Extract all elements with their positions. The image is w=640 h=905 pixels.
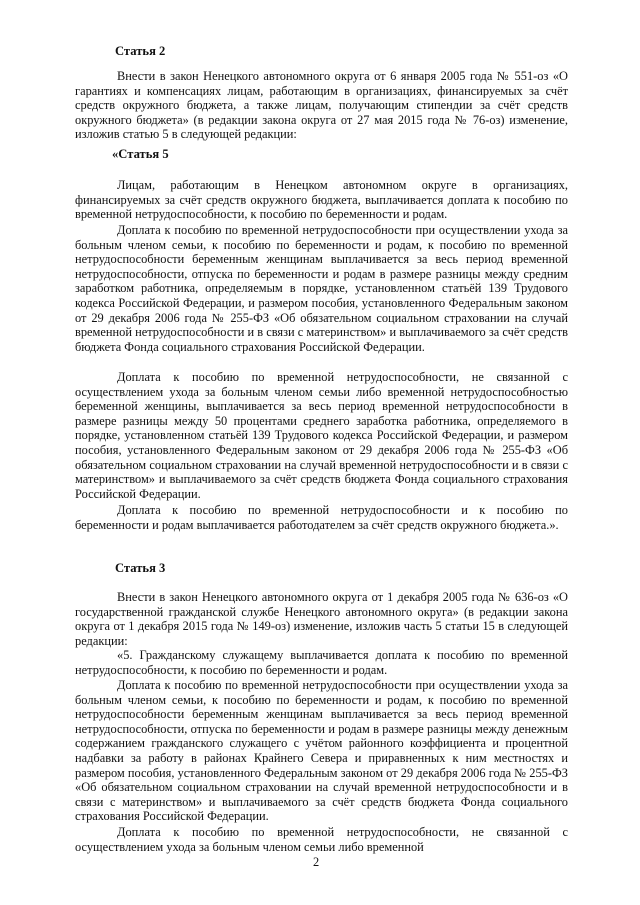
- article-3-paragraph-1: «5. Гражданскому служащему выплачивается доплата к пособию по временной нетрудоспособности, к пособию по беременности и родам.: [75, 648, 568, 677]
- article-3-paragraph-3: Доплата к пособию по временной нетрудоспособности, не связанной с осуществлением ухода за больным членом семьи либо временной: [75, 825, 568, 854]
- article-2-paragraph-4: Доплата к пособию по временной нетрудоспособности и к пособию по беременности и родам выплачивается работодателем за счёт средств окружного бюджета.».: [75, 503, 568, 532]
- article-3-intro: Внести в закон Ненецкого автономного округа от 1 декабря 2005 года № 636-оз «О государственной гражданской службе Ненецкого автономного округа» (в редакции закона округа от 1 декабря 2015 года № 149-оз) изменение, изложив часть 5 статьи 15 в следующей редакции:: [75, 590, 568, 648]
- article-2-paragraph-3: Доплата к пособию по временной нетрудоспособности, не связанной с осуществлением ухода за больным членом семьи либо временной нетрудоспособностью беременной женщины, выплачивается за весь период временной нетрудоспособности в размере разницы между 50 процентами среднего заработка работника, определяемого в порядке, установленном статьёй 139 Трудового кодекса Российской Федерации, и размером пособия, установленного Федеральным законом от 29 декабря 2006 года № 255-ФЗ «Об обязательном социальном страховании на случай временной нетрудоспособности и в связи с материнством» и выплачиваемого за счёт средств бюджета Фонда социального страхования Российской Федерации.: [75, 370, 568, 501]
- article-2-intro: Внести в закон Ненецкого автономного округа от 6 января 2005 года № 551-оз «О гарантиях и компенсациях лицам, работающим в организациях, финансируемых за счёт средств окружного бюджета, а также лицам, получающим стипендии за счёт средств окружного бюджета» (в редакции закона округа от 27 мая 2015 года № 76-оз) изменение, изложив статью 5 в следующей редакции:: [75, 69, 568, 142]
- article-3-heading: Статья 3: [115, 561, 166, 575]
- article-5-quoted-heading: «Статья 5: [112, 147, 169, 161]
- page-number: 2: [313, 855, 320, 869]
- article-2-paragraph-1: Лицам, работающим в Ненецком автономном округе в организациях, финансируемых за счёт средств окружного бюджета, выплачивается доплата к пособию по временной нетрудоспособности, к пособию по беременности и родам.: [75, 178, 568, 222]
- article-3-paragraph-2: Доплата к пособию по временной нетрудоспособности при осуществлении ухода за больным членом семьи, к пособию по беременности и родам, к пособию по временной нетрудоспособности беременным женщинам выплачивается за весь период временной нетрудоспособности, отпуска по беременности и родам в размере разницы между денежным содержанием гражданского служащего с учётом районного коэффициента и процентной надбавки за работу в районах Крайнего Севера и приравненных к ним местностях и размером пособия, установленного Федеральным законом от 29 декабря 2006 года № 255-ФЗ «Об обязательном социальном страховании на случай временной нетрудоспособности и в связи с материнством» и выплачиваемого за счёт средств бюджета Фонда социального страхования Российской Федерации.: [75, 678, 568, 824]
- article-2-paragraph-2: Доплата к пособию по временной нетрудоспособности при осуществлении ухода за больным членом семьи, к пособию по беременности и родам, к пособию по временной нетрудоспособности беременным женщинам выплачивается за весь период временной нетрудоспособности, отпуска по беременности и родам в размере разницы между средним заработком работника, определяемым в порядке, установленном статьёй 139 Трудового кодекса Российской Федерации, и размером пособия, установленного Федеральным законом от 29 декабря 2006 года № 255-ФЗ «Об обязательном социальном страховании на случай временной нетрудоспособности и в связи с материнством» и выплачиваемого за счёт средств бюджета Фонда социального страхования Российской Федерации.: [75, 223, 568, 354]
- article-2-heading: Статья 2: [115, 44, 166, 58]
